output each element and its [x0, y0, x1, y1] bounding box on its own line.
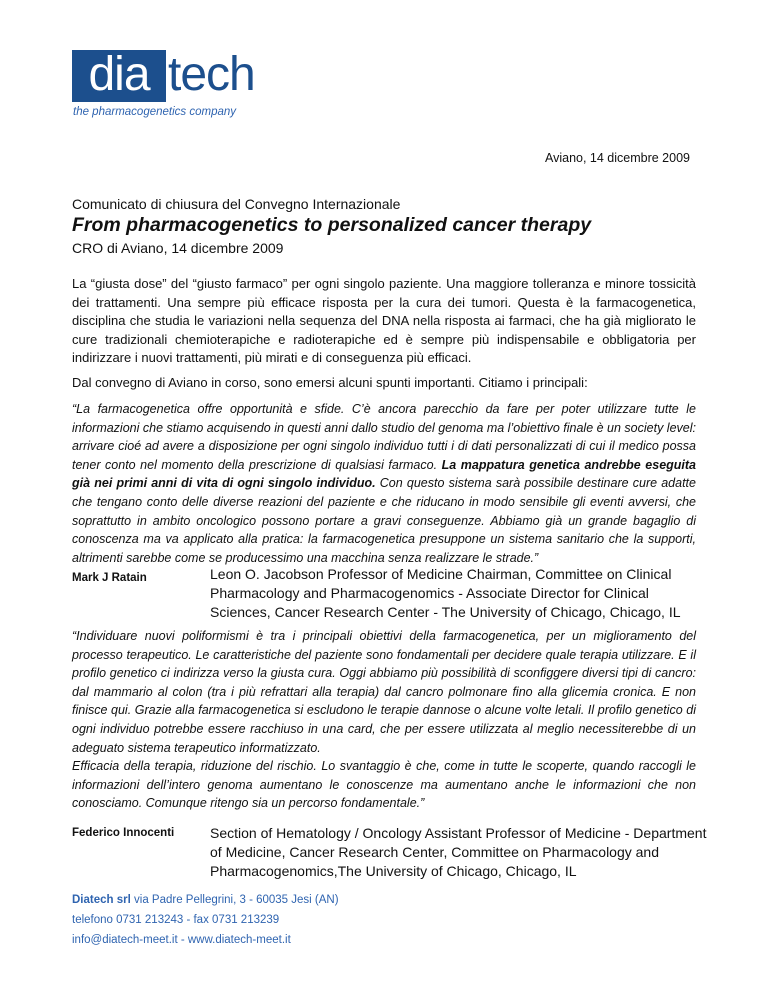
quote-ratain — [72, 400, 696, 567]
speaker-name-innocenti: Federico Innocenti — [72, 827, 175, 839]
logo-dia: dia — [72, 50, 166, 102]
quote-innocenti — [72, 627, 696, 813]
logo-tagline: the pharmacogenetics company — [73, 106, 237, 118]
paragraph-intro: La “giusta dose” del “giusto farmaco” per ogni singolo paziente. Una maggiore tolleranza e minore tossicità dei trattamenti. Una sempre più efficace risposta per la cura dei tumori. Questa è la farmacogenetica, disciplina che studia le variazioni nella sequenza del DNA nella risposta ai farmaci, che ha già migliorato le cure tradizionali chemioterapiche e radioterapiche ed è sempre più indispensabile e obbligatoria per indirizzare i nuovi trattamenti, più mirati e di conseguenza più efficaci. — [72, 276, 696, 366]
quote-ratain-bold: La mappatura genetica andrebbe eseguita già nei primi anni di vita di ogni singolo individuo. — [72, 457, 697, 491]
footer-address-text: via Padre Pellegrini, 3 - 60035 Jesi (AN) — [134, 894, 339, 906]
heading-intro: Comunicato di chiusura del Convegno Internazionale — [72, 196, 401, 212]
footer-phone: telefono 0731 213243 - fax 0731 213239 — [72, 914, 280, 926]
speaker-affiliation-ratain: Leon O. Jacobson Professor of Medicine Chairman, Committee on Clinical Pharmacology and Pharmacogenomics - Associate Director for Clinical Sciences, Cancer Research Center - The University of Chicago, Chicago, IL — [210, 566, 681, 620]
place-date: Aviano, 14 dicembre 2009 — [544, 151, 690, 165]
speaker-affiliation-innocenti: Section of Hematology / Oncology Assistant Professor of Medicine - Department of Medicine, Cancer Research Center, Committee on Pharmacology and Pharmacogenomics,The University of Chicago, Chicago, IL — [210, 825, 707, 879]
footer-company: Diatech srl — [72, 894, 131, 906]
footer-address — [72, 894, 339, 906]
paragraph-highlights: Dal convegno di Aviano in corso, sono emersi alcuni spunti importanti. Citiamo i principali: — [72, 375, 588, 390]
logo-tech: tech — [168, 48, 255, 101]
quote-ratain-part1: “La farmacogenetica offre opportunità e sfide. C’è ancora parecchio da fare per poter utilizzare tutte le informazioni che stiamo acquisendo in questi anni dallo studio del genoma ma l’obiettivo finale è un society level: arrivare cioé ad avere a disposizione per ogni singolo individuo tutti i di dati personalizzati di cui il medico possa tener conto nel momento della prescrizione di qualsiasi farmaco. — [72, 402, 696, 472]
footer-contacts[interactable]: info@diatech-meet.it - www.diatech-meet.it — [72, 934, 291, 946]
quote-ratain-part2: Con questo sistema sarà possibile destinare cure adatte che tengano conto delle diverse reazioni del paziente e che riducano in modo sensibile gli eventi avversi, che soprattutto in ambito oncologico possono portare a gravi conseguenze. Abbiamo già un grande bagaglio di conoscenza ma va applicato alla pratica: la farmacogenetica presuppone un sistema sanitario che la supporti, altrimenti sarebbe come se producessimo una macchina senza realizzare le strade.” — [72, 476, 696, 565]
speaker-name-ratain: Mark J Ratain — [72, 572, 147, 584]
quote-innocenti-part1: “Individuare nuovi poliformismi è tra i principali obiettivi della farmacogenetica, per un miglioramento del processo terapeutico. Le caratteristiche del paziente sono fondamentali per decidere quale terapia utilizzare. E il profilo genetico ci indirizza verso la giusta cura. Oggi abbiamo più possibilità di sconfiggere diversi tipi di cancro: dal mammario al colon (tra i più refrattari alla terapia) dal cancro polmonare fino alla glicemia cronica. E non finisce qui. Grazie alla farmacogenetica si escludono le terapie dannose o alcune volte letali. Il profilo genetico di ogni individuo potrebbe essere racchiuso in una card, che per essere utilizzata al meglio necessiterebbe di un adeguato sistema terapeutico informatizzato. — [72, 629, 696, 755]
heading-subtitle: CRO di Aviano, 14 dicembre 2009 — [72, 240, 284, 256]
page-title: From pharmacogenetics to personalized cancer therapy — [72, 214, 592, 236]
quote-innocenti-part2: Efficacia della terapia, riduzione del rischio. Lo svantaggio è che, come in tutte le scoperte, quando raccogli le informazioni dell’intero genoma aumentano le conoscenze ma aumentano anche le informazioni che non conosciamo. Comunque ritengo sia un percorso fondamentale.” — [72, 759, 696, 811]
